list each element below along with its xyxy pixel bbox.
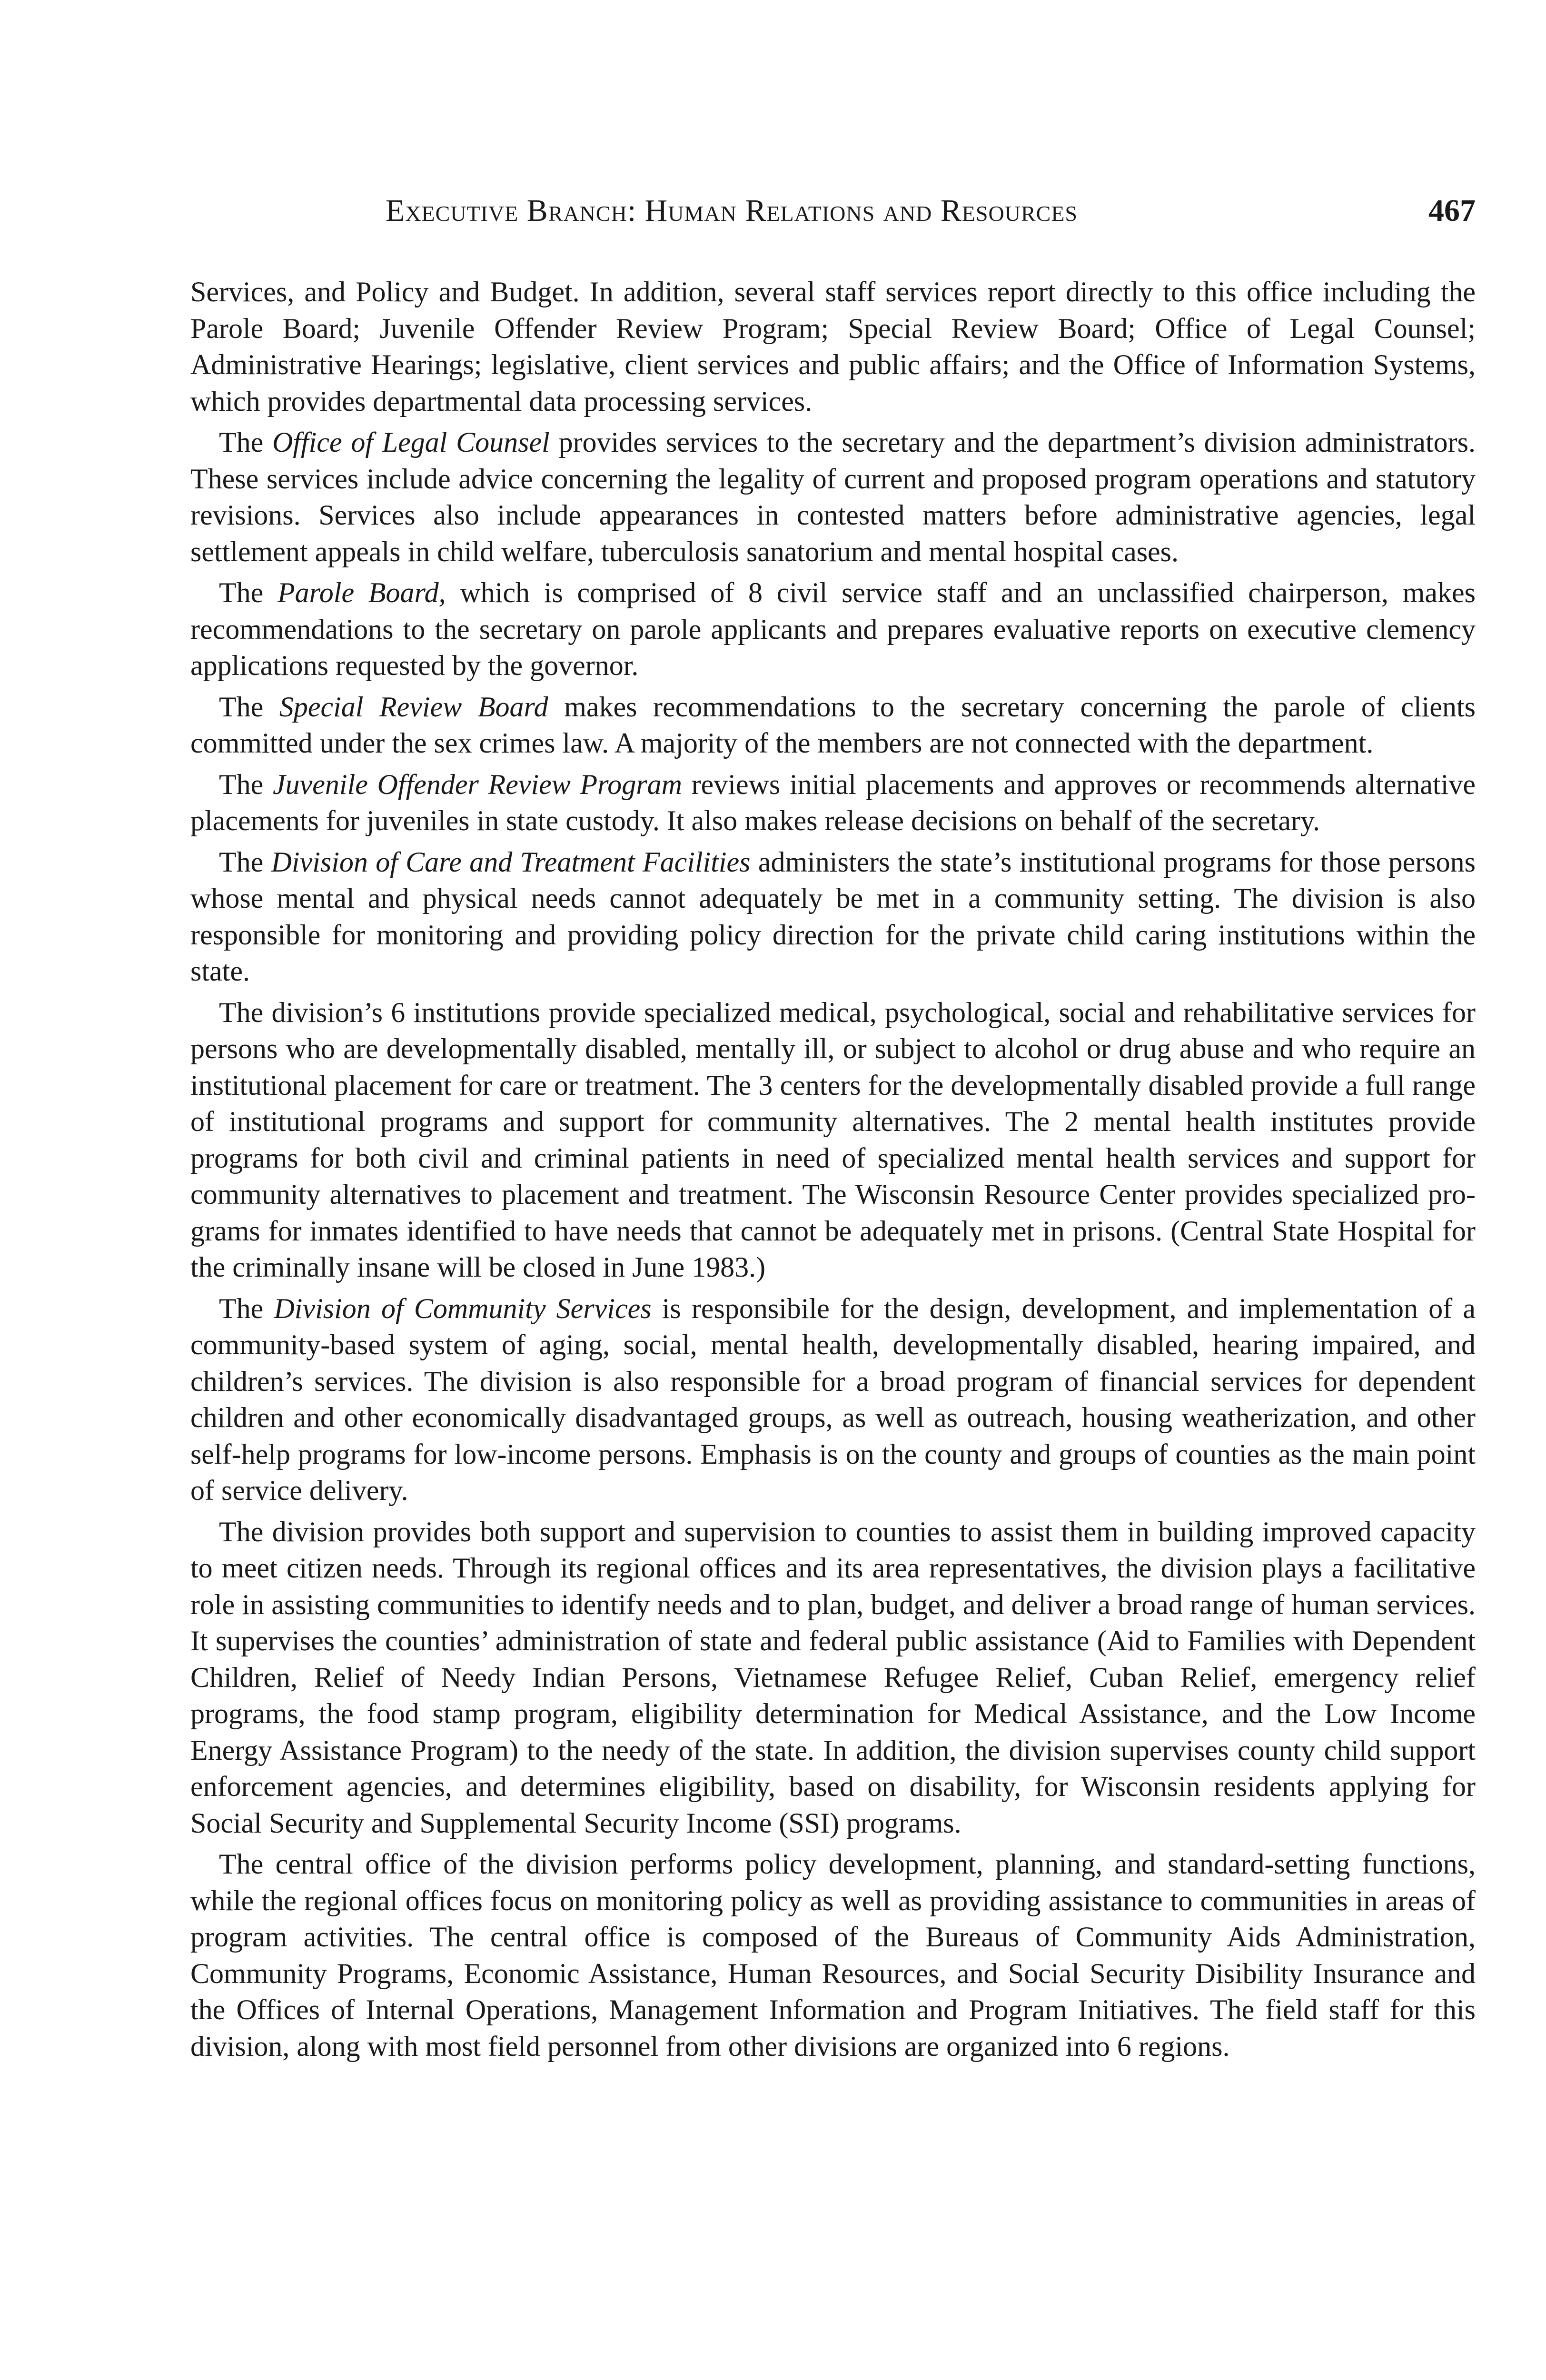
paragraph-special-review-board	[190, 689, 1476, 762]
page-number: 467	[1428, 193, 1476, 228]
paragraph-text: provides services to the secretary and the department’s division administrators. These services include advice concerning the legality of current and proposed program operations and statutory revisions. Services also include appearances in contested matters before administrative agencies, legal settlement appeals in child welfare, tuberculosis sanatorium and mental hospital cases.	[190, 426, 1476, 567]
paragraph-central-office	[190, 1846, 1476, 2064]
italic-term: Special Review Board	[279, 691, 548, 723]
paragraph-text: The division provides both support and supervision to counties to assist them in building improved capacity to meet citizen needs. Through its regional offices and its area representatives, the division plays a facilitative role in assisting communities to identify needs and to plan, budget, and deliver a broad range of human services. It supervises the counties’ administration of state and federal public assistance (Aid to Families with Dependent Children, Relief of Needy Indian Persons, Vietnamese Refugee Relief, Cuban Relief, emergency relief programs, the food stamp program, eligibility determination for Medical Assistance, and the Low Income Energy Assistance Program) to the needy of the state. In addition, the division supervises county child support enforcement agencies, and determines eligibility, based on disability, for Wisconsin residents applying for Social Security and Supplemental Security Income (SSI) programs.	[190, 1516, 1476, 1839]
paragraph-lead: The	[219, 768, 273, 800]
paragraph-lead: The	[219, 691, 279, 723]
paragraph-legal-counsel	[190, 424, 1476, 570]
paragraph-lead: The	[219, 577, 278, 608]
paragraph-text: reviews initial placements and approves or recommends alternative placements for juveniles in state custody. It also makes release decisions on behalf of the secretary.	[190, 768, 1476, 836]
italic-term: Division of Care and Treatment Facilities	[271, 846, 751, 878]
paragraph-juvenile-offender-review	[190, 766, 1476, 839]
italic-term: Office of Legal Counsel	[272, 426, 550, 458]
paragraph-text: The division’s 6 institutions provide specialized medical, psychological, social and rehabilitative services for persons who are developmentally disabled, mentally ill, or subject to alcohol or drug abuse and who require an institutional placement for care or treatment. The 3 centers for the developmentally disabled provide a full range of institutional programs and support for community alternatives. The 2 mental health institutes provide programs for both civil and criminal patients in need of specialized mental health services and support for community alternatives to placement and treatment. The Wisconsin Resource Center provides specialized programs for inmates identified to have needs that cannot be adequately met in prisons. (Central State Hospital for the criminally insane will be closed in June 1983.)	[190, 996, 1476, 1283]
paragraph-lead: The	[219, 426, 273, 458]
paragraph-text: Services, and Policy and Budget. In addition, several staff services report directly to this office including the Parole Board; Juvenile Offender Review Program; Special Review Board; Office of Legal Counsel; Administrative Hearings; legislative, client services and public affairs; and the Office of Information Systems, which provides departmental data processing services.	[190, 276, 1476, 417]
running-title: Executive Branch: Human Relations and Resources	[386, 193, 1078, 228]
paragraph-staff-services	[190, 274, 1476, 419]
paragraph-care-treatment-facilities	[190, 844, 1476, 990]
paragraph-county-support	[190, 1514, 1476, 1842]
paragraph-text: is responsibile for the design, development, and implementation of a community-based system of aging, social, mental health, developmentally disabled, hearing impaired, and children’s services. The division is also responsible for a broad program of financial services for dependent children and other economically disadvantaged groups, as well as outreach, housing weatherization, and other self-help programs for low-income persons. Emphasis is on the county and groups of counties as the main point of service delivery.	[190, 1292, 1476, 1506]
italic-term: Division of Community Services	[274, 1292, 652, 1324]
paragraph-lead: The	[219, 846, 271, 878]
paragraph-parole-board	[190, 575, 1476, 684]
italic-term: Juvenile Offender Review Program	[273, 768, 682, 800]
paragraph-text: administers the state’s institutional programs for those persons whose mental and physical needs cannot adequately be met in a community setting. The division is also responsible for monitoring and providing policy direction for the private child caring institutions within the state.	[190, 846, 1476, 987]
running-header	[190, 193, 1476, 240]
paragraph-text: makes recommendations to the secretary concerning the parole of clients committed under the sex crimes law. A majority of the members are not connected with the department.	[190, 691, 1476, 759]
paragraph-text: which is comprised of 8 civil service staff and an unclassified chairperson, makes recommendations to the secretary on parole applicants and prepares evaluative reports on executive clemency applications requested by the governor.	[190, 577, 1476, 681]
paragraph-lead: The	[219, 1292, 274, 1324]
paragraph-community-services	[190, 1290, 1476, 1509]
italic-term: Parole Board,	[277, 577, 446, 608]
body-text	[190, 274, 1476, 2064]
paragraph-text: The central office of the division performs policy development, planning, and standard-setting functions, while the regional offices focus on monitoring policy as well as providing assistance to communities in areas of program activities. The central office is composed of the Bureaus of Community Aids Administration, Community Programs, Economic Assistance, Human Resources, and Social Security Disibility Insurance and the Offices of Internal Operations, Management Information and Program Initiatives. The field staff for this division, along with most field personnel from other divisions are organized into 6 regions.	[190, 1848, 1476, 2062]
paragraph-institutions	[190, 994, 1476, 1286]
